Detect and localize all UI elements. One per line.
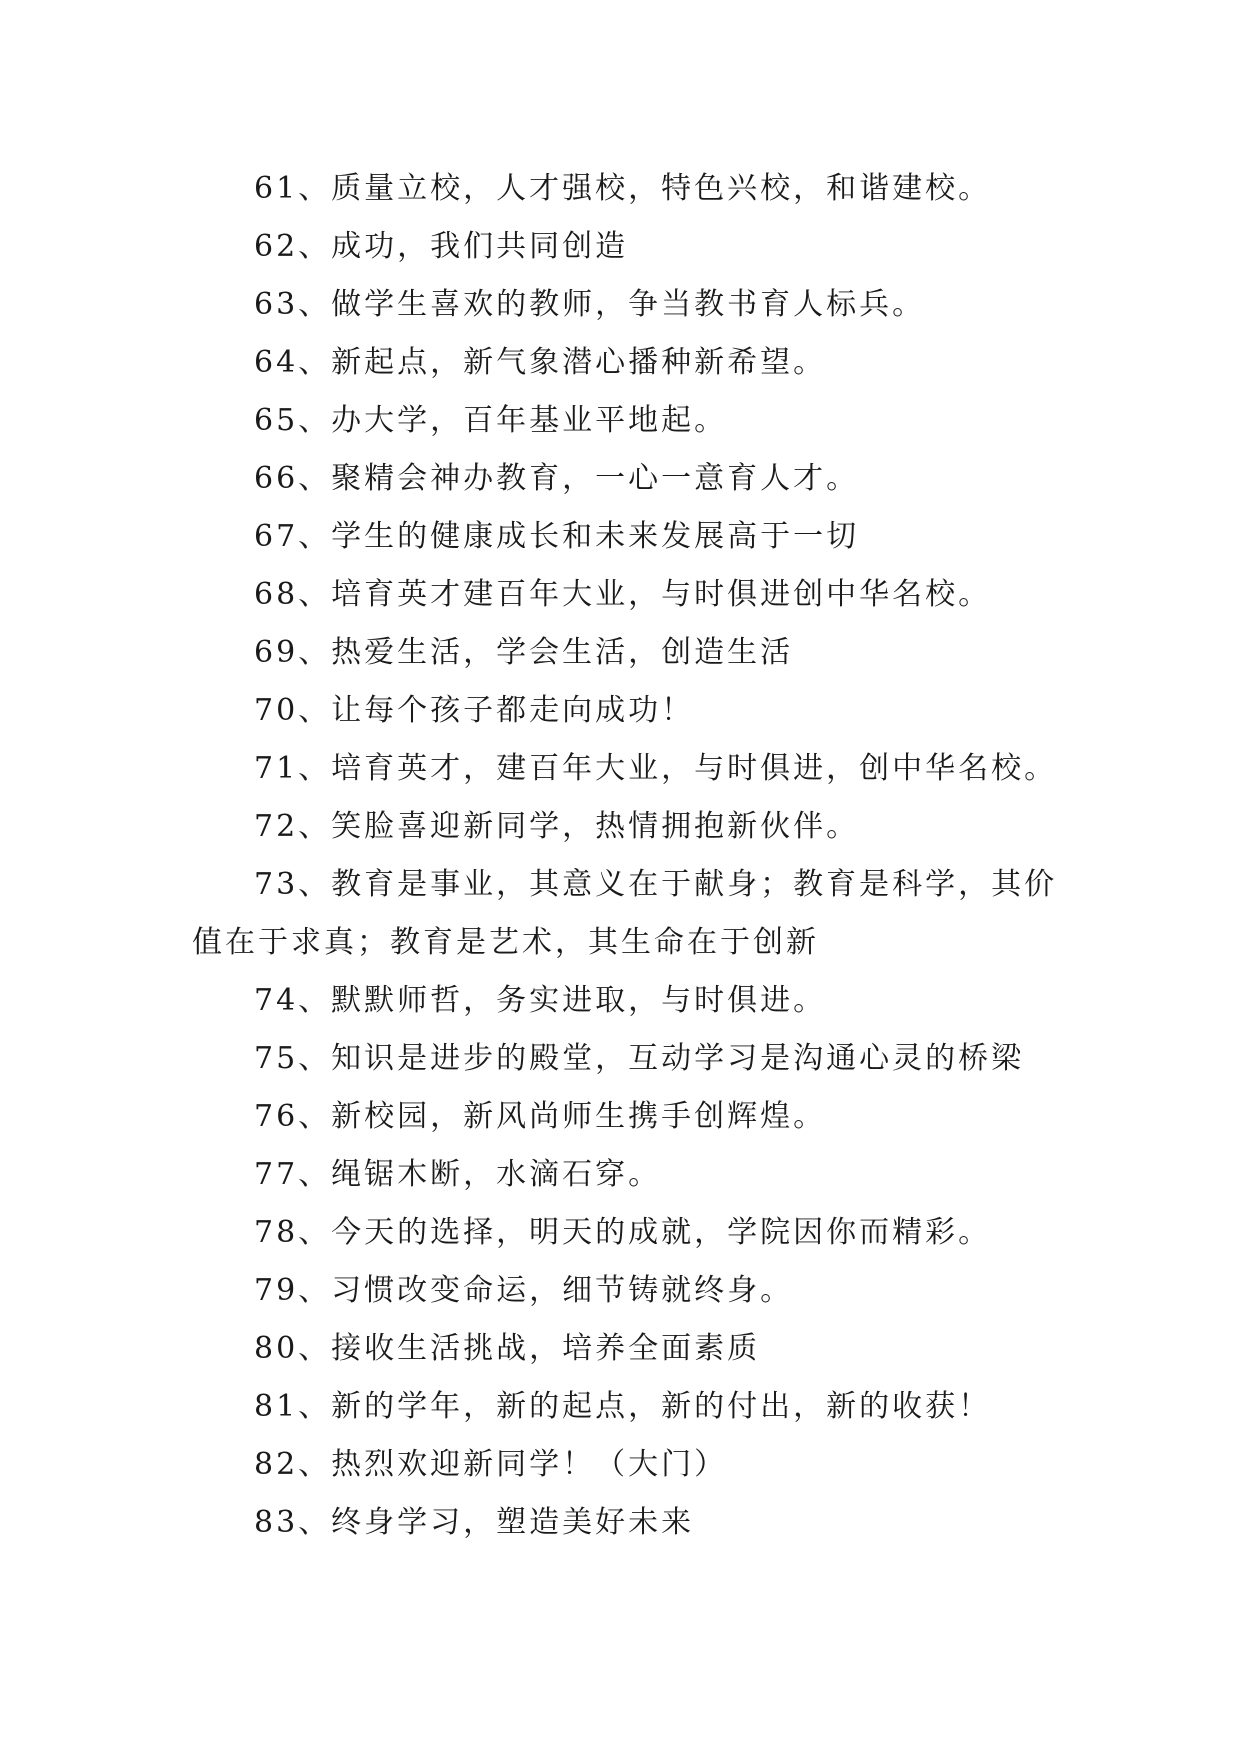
list-item: 72、笑脸喜迎新同学，热情拥抱新伙伴。 xyxy=(254,809,860,844)
list-item: 76、新校园，新风尚师生携手创辉煌。 xyxy=(254,1099,827,1134)
list-item: 83、终身学习，塑造美好未来 xyxy=(254,1505,695,1540)
list-item: 65、办大学，百年基业平地起。 xyxy=(254,403,728,438)
list-item: 62、成功，我们共同创造 xyxy=(254,229,629,264)
list-item: 70、让每个孩子都走向成功！ xyxy=(254,693,695,728)
list-item: 68、培育英才建百年大业，与时俱进创中华名校。 xyxy=(254,577,992,612)
list-item: 69、热爱生活，学会生活，创造生活 xyxy=(254,635,794,670)
list-item: 78、今天的选择，明天的成就，学院因你而精彩。 xyxy=(254,1215,992,1250)
list-item: 66、聚精会神办教育，一心一意育人才。 xyxy=(254,461,860,496)
list-item: 63、做学生喜欢的教师，争当教书育人标兵。 xyxy=(254,287,926,322)
list-item: 67、学生的健康成长和未来发展高于一切 xyxy=(254,519,860,554)
list-item: 61、质量立校，人才强校，特色兴校，和谐建校。 xyxy=(254,171,992,206)
list-item: 71、培育英才，建百年大业，与时俱进，创中华名校。 xyxy=(254,751,1058,786)
list-item: 82、热烈欢迎新同学！（大门） xyxy=(254,1447,728,1482)
list-item: 73、教育是事业，其意义在于献身；教育是科学，其价值在于求真；教育是艺术，其生命在于创新 xyxy=(192,867,1058,960)
list-item: 75、知识是进步的殿堂，互动学习是沟通心灵的桥梁 xyxy=(254,1041,1025,1076)
list-item: 74、默默师哲，务实进取，与时俱进。 xyxy=(254,983,827,1018)
list-item: 77、绳锯木断，水滴石穿。 xyxy=(254,1157,662,1192)
list-item: 79、习惯改变命运，细节铸就终身。 xyxy=(254,1273,794,1308)
slogan-list xyxy=(192,160,1072,1552)
list-item: 64、新起点，新气象潜心播种新希望。 xyxy=(254,345,827,380)
list-item: 80、接收生活挑战，培养全面素质 xyxy=(254,1331,761,1366)
list-item: 81、新的学年，新的起点，新的付出，新的收获！ xyxy=(254,1389,992,1424)
